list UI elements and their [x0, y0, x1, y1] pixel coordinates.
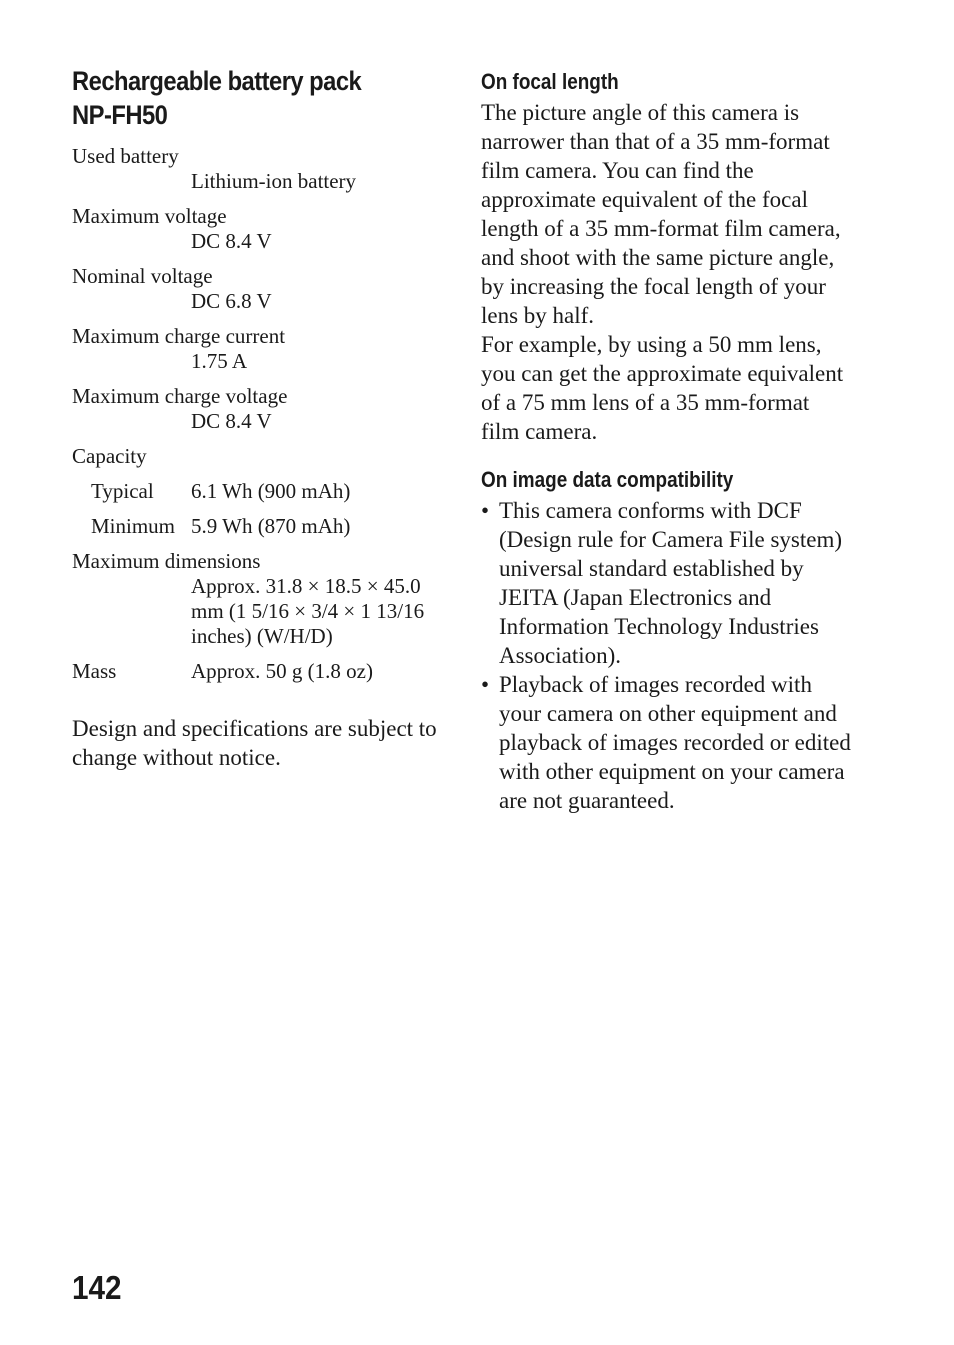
spec-sub-value: 6.1 Wh (900 mAh): [191, 479, 351, 503]
spec-sub-value: 5.9 Wh (870 mAh): [191, 514, 351, 538]
spec-used-battery: [72, 144, 442, 194]
spec-label: Maximum charge voltage: [72, 384, 288, 408]
list-item: [481, 670, 851, 815]
spec-value: DC 6.8 V: [191, 289, 272, 313]
spec-value: Approx. 31.8 × 18.5 × 45.0: [191, 574, 421, 598]
spec-value: mm (1 5/16 × 3/4 × 1 13/16: [191, 599, 425, 623]
bullet-icon: •: [481, 498, 490, 523]
focal-length-paragraph-2: For example, by using a 50 mm lens, you can get the approximate equivalent of a 75 mm lens of a 35 mm-format film camera.: [481, 332, 844, 444]
spec-label: Used battery: [72, 144, 179, 168]
focal-length-paragraph-1: The picture angle of this camera is narrower than that of a 35 mm-format film camera. You can find the approximate equivalent of the focal length of a 35 mm-format film camera, and shoot with the same picture angle, by increasing the focal length of your lens by half.: [481, 100, 841, 328]
spec-label: Mass: [72, 659, 117, 683]
spec-label: Capacity: [72, 444, 147, 468]
bullet-icon: •: [481, 672, 490, 697]
spec-label: Maximum voltage: [72, 204, 227, 228]
right-column: [481, 64, 851, 815]
list-item: [481, 496, 851, 670]
spec-value: DC 8.4 V: [191, 409, 272, 433]
title-line-2: NP-FH50: [72, 100, 168, 130]
list-item-text: This camera conforms with DCF (Design rule for Camera File system) universal standard established by JEITA (Japan Electronics and Information Technology Industries Association).: [499, 498, 842, 668]
focal-length-heading: On focal length: [481, 69, 619, 94]
spec-capacity: [72, 444, 442, 539]
spec-change-notice: Design and specifications are subject to change without notice.: [72, 716, 437, 770]
section-title: [72, 64, 398, 132]
spec-value: Lithium-ion battery: [191, 169, 357, 193]
spec-value: DC 8.4 V: [191, 229, 272, 253]
title-line-1: Rechargeable battery pack: [72, 66, 362, 96]
spec-label: Maximum dimensions: [72, 549, 261, 573]
spec-label: Nominal voltage: [72, 264, 213, 288]
spec-value: inches) (W/H/D): [191, 624, 333, 648]
compatibility-heading: On image data compatibility: [481, 467, 734, 492]
spec-sub-label: Minimum: [91, 514, 176, 538]
spec-capacity-minimum: [72, 514, 442, 539]
spec-mass: [72, 659, 442, 684]
spec-max-charge-current: [72, 324, 442, 374]
spec-max-dimensions: [72, 549, 442, 649]
spec-label: Maximum charge current: [72, 324, 286, 348]
page-number: 142: [72, 1269, 122, 1306]
spec-max-charge-voltage: [72, 384, 442, 434]
spec-sub-label: Typical: [91, 479, 154, 503]
spec-nominal-voltage: [72, 264, 442, 314]
spec-value: Approx. 50 g (1.8 oz): [191, 659, 373, 683]
spec-value: 1.75 A: [191, 349, 248, 373]
list-item-text: Playback of images recorded with your camera on other equipment and playback of images recorded or edited with other equipment on your camera are not guaranteed.: [499, 672, 851, 813]
spec-list: [72, 144, 442, 684]
spec-capacity-typical: [72, 479, 442, 504]
spec-max-voltage: [72, 204, 442, 254]
left-column: [72, 64, 442, 795]
compatibility-list: [481, 496, 851, 815]
